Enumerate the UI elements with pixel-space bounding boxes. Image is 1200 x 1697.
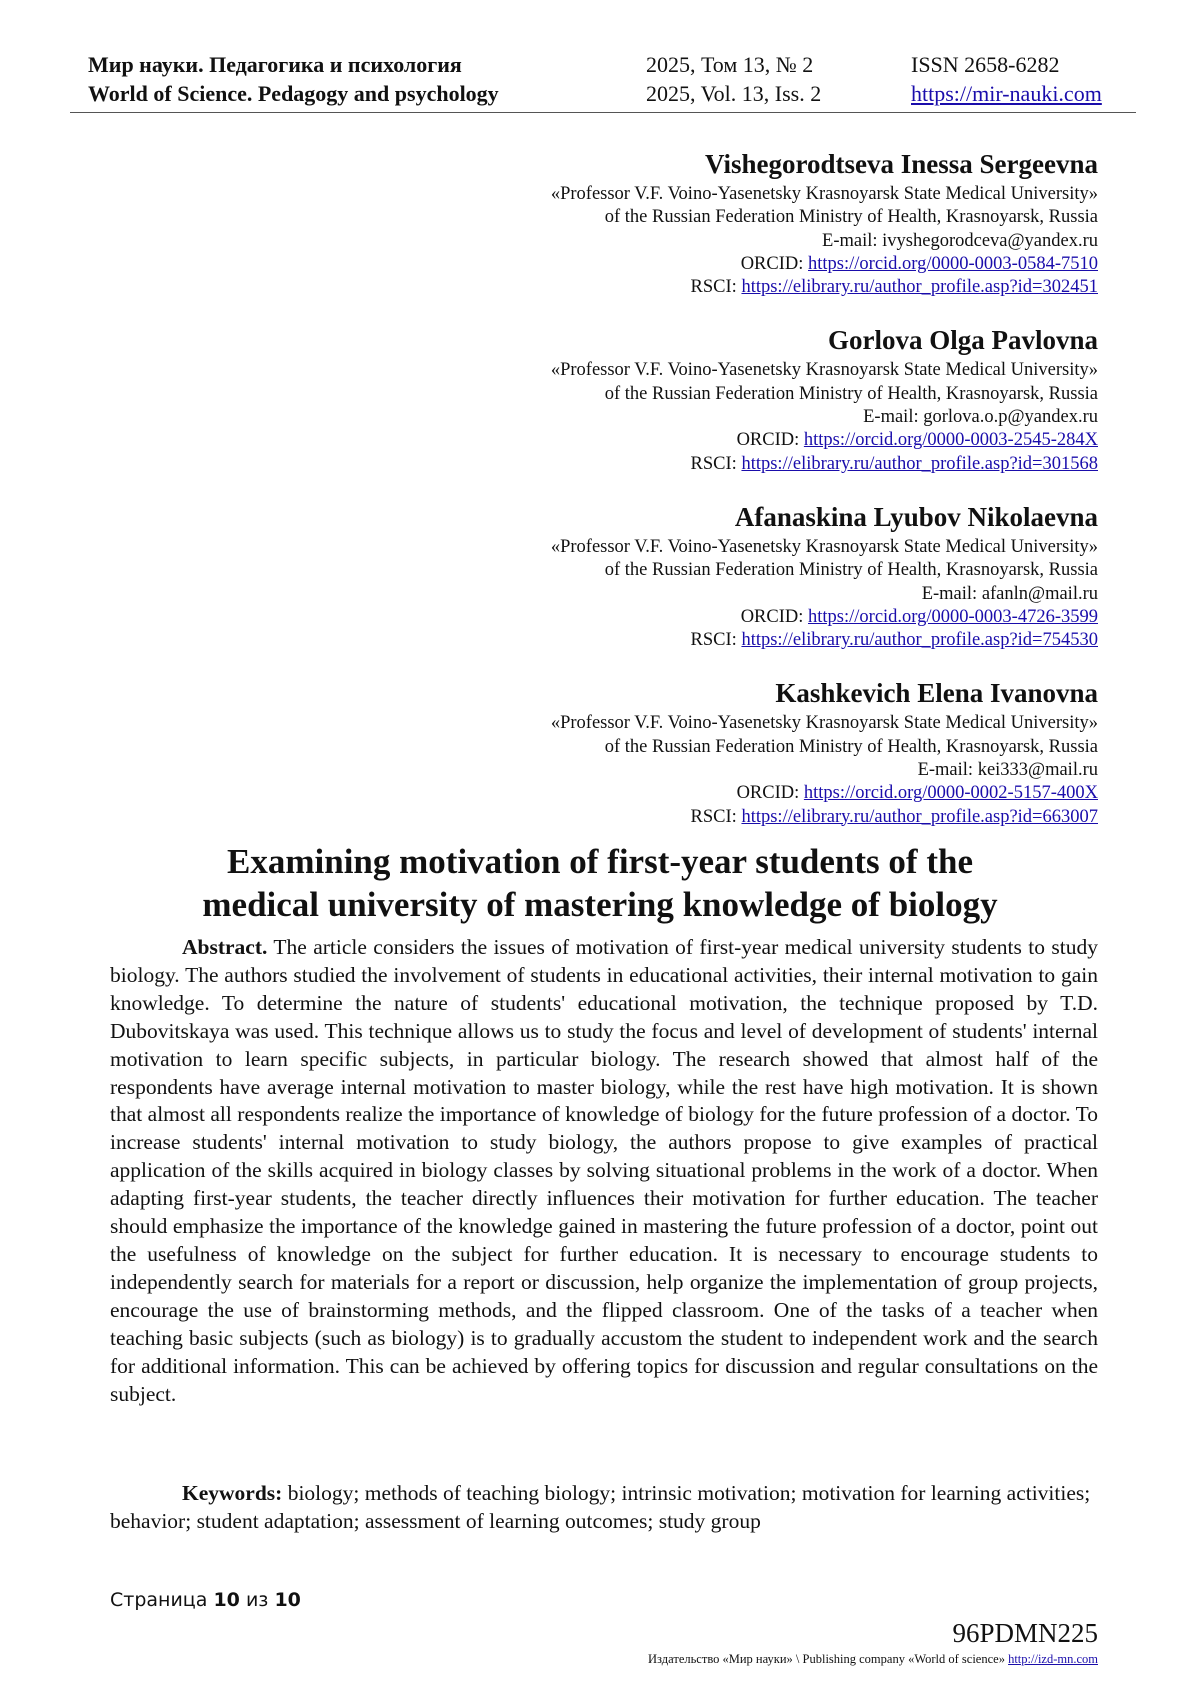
issn-block xyxy=(911,50,1102,108)
author-affiliation: «Professor V.F. Voino-Yasenetsky Krasnoyarsk State Medical University» xyxy=(550,184,1098,204)
author-affiliation: «Professor V.F. Voino-Yasenetsky Krasnoyarsk State Medical University» xyxy=(550,713,1098,734)
author-email-line xyxy=(338,583,1098,606)
email-label: E-mail: xyxy=(917,760,974,781)
page-of: из xyxy=(245,1589,269,1611)
journal-title-ru: Мир науки. Педагогика и психология xyxy=(88,52,462,77)
keywords-text: biology; methods of teaching biology; intrinsic motivation; motivation for learning activities; behavior; student adaptation; assessment of learning outcomes; study group xyxy=(110,1481,1091,1533)
author-rsci-line xyxy=(338,629,1098,652)
author-card xyxy=(338,147,1098,299)
author-name: Kashkevich Elena Ivanovna xyxy=(775,678,1098,709)
author-card xyxy=(338,323,1098,475)
rsci-label: RSCI: xyxy=(690,806,737,827)
orcid-label: ORCID: xyxy=(740,253,804,274)
volume-en: 2025, Vol. 13, Iss. 2 xyxy=(646,81,822,106)
email-label: E-mail: xyxy=(863,407,919,428)
author-name: Gorlova Olga Pavlovna xyxy=(828,325,1098,356)
author-affiliation: «Professor V.F. Voino-Yasenetsky Krasnoyarsk State Medical University» xyxy=(550,360,1098,381)
author-email: gorlova.o.p@yandex.ru xyxy=(923,407,1098,428)
email-label: E-mail: xyxy=(921,583,978,604)
author-card xyxy=(338,676,1098,828)
author-affiliation-country: of the Russian Federation Ministry of Health, Krasnoyarsk, Russia xyxy=(604,383,1098,404)
article-title xyxy=(0,840,1200,926)
author-rsci-link[interactable]: https://elibrary.ru/author_profile.asp?id=754530 xyxy=(741,630,1098,651)
author-rsci-link[interactable]: https://elibrary.ru/author_profile.asp?id=302451 xyxy=(741,277,1098,298)
author-affiliation-country: of the Russian Federation Ministry of Health, Krasnoyarsk, Russia xyxy=(604,207,1098,228)
author-name: Afanaskina Lyubov Nikolaevna xyxy=(734,501,1098,532)
page-prefix: Страница xyxy=(110,1589,208,1611)
article-title-line-2: medical university of mastering knowledge of biology xyxy=(202,885,998,924)
author-rsci-link[interactable]: https://elibrary.ru/author_profile.asp?id=301568 xyxy=(741,453,1098,474)
email-label: E-mail: xyxy=(822,230,878,251)
author-orcid-line xyxy=(338,429,1098,452)
author-rsci-link[interactable]: https://elibrary.ru/author_profile.asp?id=663007 xyxy=(741,806,1098,827)
abstract-paragraph xyxy=(110,934,1098,1408)
rsci-label: RSCI: xyxy=(690,630,737,651)
publisher-line xyxy=(648,1652,1098,1667)
author-email-line xyxy=(338,759,1098,782)
journal-title-en: World of Science. Pedagogy and psychology xyxy=(88,81,499,106)
journal-title-block xyxy=(88,50,499,108)
volume-ru: 2025, Том 13, № 2 xyxy=(646,52,814,77)
author-affiliation-country: of the Russian Federation Ministry of Health, Krasnoyarsk, Russia xyxy=(604,560,1098,581)
author-email-line xyxy=(338,230,1098,253)
author-orcid-line xyxy=(338,253,1098,276)
journal-site-link[interactable]: https://mir-nauki.com xyxy=(911,81,1102,106)
author-email: afanln@mail.ru xyxy=(981,583,1098,604)
author-orcid-link[interactable]: https://orcid.org/0000-0003-2545-284X xyxy=(803,430,1098,451)
article-title-line-1: Examining motivation of first-year students of the xyxy=(227,842,973,881)
author-affiliation: «Professor V.F. Voino-Yasenetsky Krasnoyarsk State Medical University» xyxy=(550,536,1098,557)
authors-block xyxy=(338,147,1098,853)
rsci-label: RSCI: xyxy=(690,453,737,474)
author-rsci-line xyxy=(338,806,1098,829)
author-orcid-link[interactable]: https://orcid.org/0000-0003-4726-3599 xyxy=(808,606,1098,627)
volume-block xyxy=(646,50,821,108)
rsci-label: RSCI: xyxy=(690,277,737,298)
page-counter xyxy=(110,1589,301,1611)
author-name: Vishegorodtseva Inessa Sergeevna xyxy=(705,149,1098,179)
author-email: kei333@mail.ru xyxy=(977,760,1098,781)
article-code: 96PDMN225 xyxy=(952,1618,1098,1648)
issn: ISSN 2658-6282 xyxy=(911,52,1060,77)
header-divider xyxy=(70,112,1136,113)
author-orcid-line xyxy=(338,782,1098,805)
author-orcid-line xyxy=(338,606,1098,629)
author-orcid-link[interactable]: https://orcid.org/0000-0003-0584-7510 xyxy=(808,253,1098,274)
abstract-text: The article considers the issues of motivation of first-year medical university students to study biology. The authors studied the involvement of students in educational activities, their internal motivation to gain knowledge. To determine the nature of students' educational motivation, the technique proposed by T.D. Dubovitskaya was used. This technique allows us to study the focus and level of development of students' internal motivation to learn specific subjects, in particular biology. The research showed that almost half of the respondents have average internal motivation to master biology, while the rest have high motivation. It is shown that almost all respondents realize the importance of knowledge of biology for the future profession of a doctor. To increase students' internal motivation to study biology, the authors propose to give examples of practical application of the skills acquired in biology classes by solving situational problems in the work of a doctor. When adapting first-year students, the teacher directly influences their motivation for further education. The teacher should emphasize the importance of the knowledge gained in mastering the future profession of a doctor, point out the usefulness of knowledge on the subject for further education. It is necessary to encourage students to independently search for materials for a report or discussion, help organize the implementation of group projects, encourage the use of brainstorming methods, and the flipped classroom. One of the tasks of a teacher when teaching basic subjects (such as biology) is to gradually accustom the student to independent work and the search for additional information. This can be achieved by offering topics for discussion and regular consultations on the subject. xyxy=(110,935,1098,1406)
orcid-label: ORCID: xyxy=(736,430,800,451)
author-orcid-link[interactable]: https://orcid.org/0000-0002-5157-400X xyxy=(803,783,1098,804)
keywords-paragraph xyxy=(110,1480,1098,1536)
publisher-text: Издательство «Мир науки» \ Publishing company «World of science» xyxy=(648,1652,1005,1666)
author-affiliation-country: of the Russian Federation Ministry of Health, Krasnoyarsk, Russia xyxy=(604,736,1098,757)
page-total: 10 xyxy=(274,1589,301,1611)
orcid-label: ORCID: xyxy=(736,783,800,804)
author-email-line xyxy=(338,406,1098,429)
abstract-label: Abstract. xyxy=(182,935,268,959)
author-rsci-line xyxy=(338,276,1098,299)
orcid-label: ORCID: xyxy=(740,606,804,627)
publisher-link[interactable]: http://izd-mn.com xyxy=(1008,1652,1098,1666)
page-current: 10 xyxy=(213,1589,240,1611)
author-card xyxy=(338,500,1098,652)
author-rsci-line xyxy=(338,453,1098,476)
author-email: ivyshegorodceva@yandex.ru xyxy=(882,230,1098,251)
keywords-label: Keywords: xyxy=(182,1481,283,1505)
